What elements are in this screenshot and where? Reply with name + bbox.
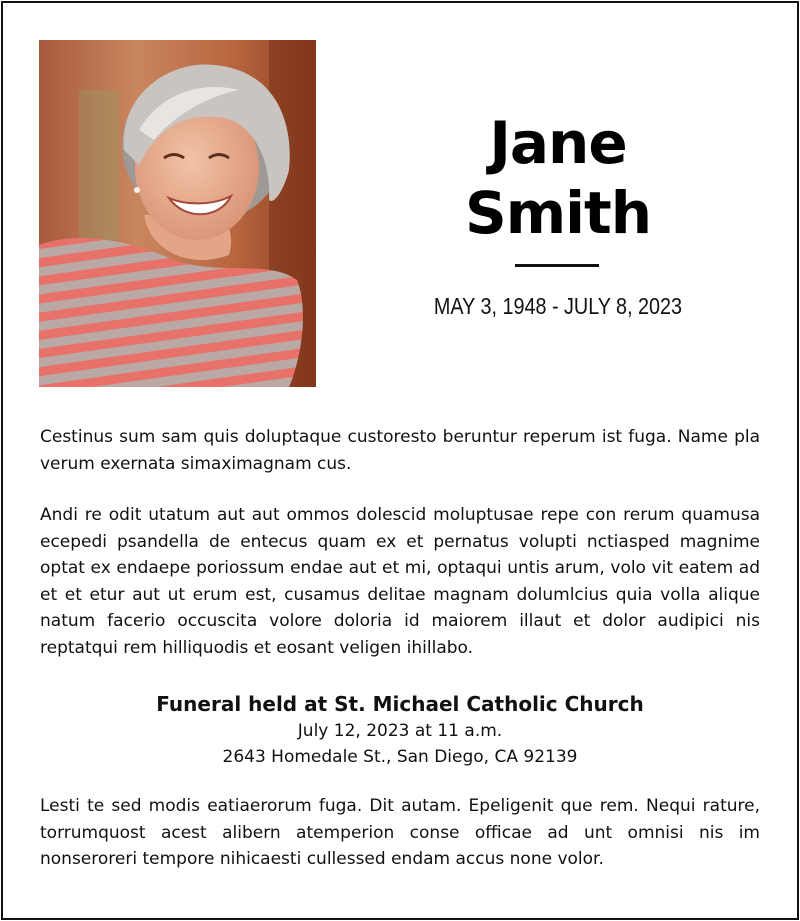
life-dates: MAY 3, 1948 - JULY 8, 2023 [433,293,683,319]
portrait-photo [39,40,316,387]
funeral-address: 2643 Homedale St., San Diego, CA 92139 [222,747,578,767]
biography-paragraph: Andi re odit utatum aut aut ommos dolescid moluptusae repe con rerum quamusa ecepedi psandella de entecus quam ex et pernatus volupti nctiasped magnime optat ex endaepe poriossum endae aut et mi, optaqui untis arum, volo vit eatem ad et et etur aut ut erum est, cusamus delitae magnam dolumlcius quia volla alique natum facerio occuscita volore doloria id maiorem illaut et dolor audipici nis reptatqui rem hilliquodis et eosant veligen ihillabo. [40,505,760,658]
funeral-date-time: July 12, 2023 at 11 a.m. [297,721,503,741]
intro-paragraph: Cestinus sum sam quis doluptaque custoresto beruntur reperum ist fuga. Name pla verum exernata simaximagnam cus. [40,427,760,474]
first-name: Jane [489,109,627,177]
closing-paragraph: Lesti te sed modis eatiaerorum fuga. Dit autam. Epeligenit que rem. Nequi rature, torrumquost acest alibern atemperion conse officae ad unt omnisi nis im nonseroreri tempore nihicaesti cullessed endam accus none volor. [40,796,760,870]
funeral-title: Funeral held at St. Michael Catholic Church [156,692,644,716]
name-divider [515,264,599,267]
last-name: Smith [464,179,652,247]
deceased-name [400,108,716,248]
funeral-details [40,690,760,770]
